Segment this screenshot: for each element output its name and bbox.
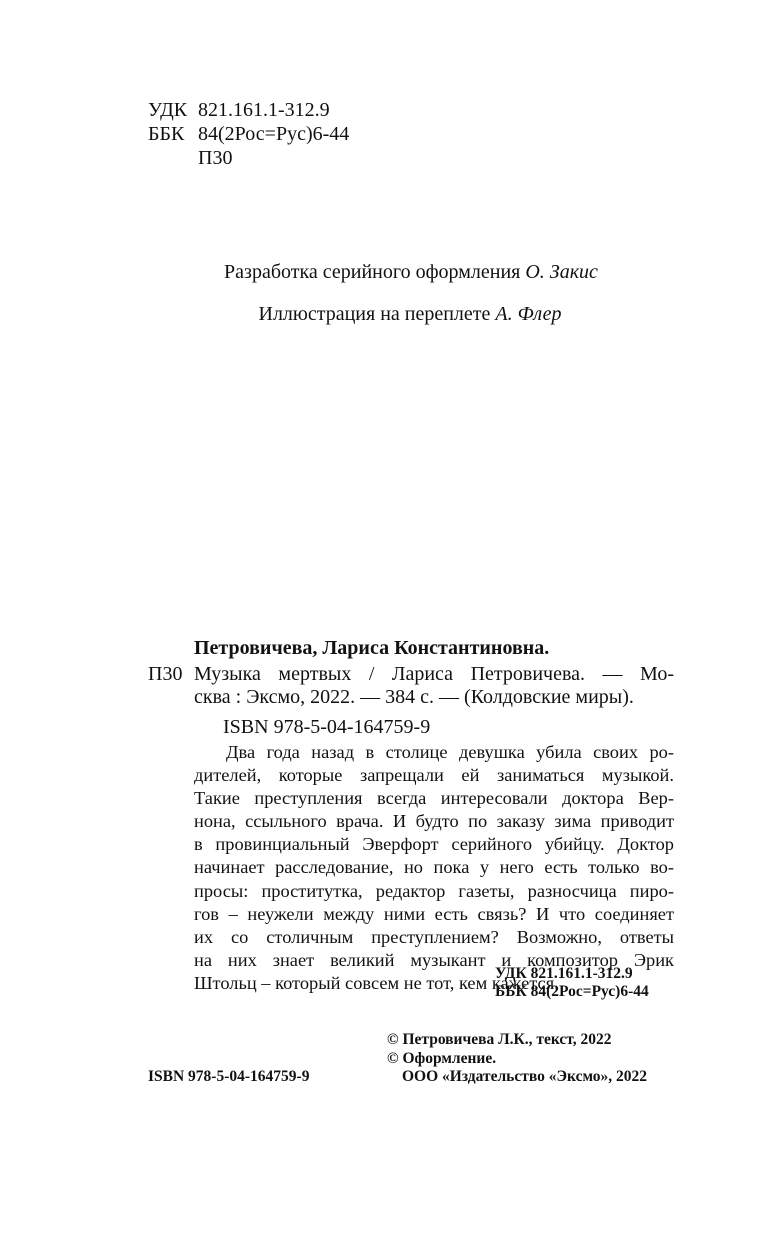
copyright-publisher: ООО «Издательство «Эксмо», 2022 <box>402 1068 648 1085</box>
bbk-value: 84(2Рос=Рус)6-44 <box>198 123 350 145</box>
annotation-line: в провинциальный Эверфорт серийного убийцу. Доктор <box>194 834 674 855</box>
author-sign-row <box>148 146 349 170</box>
bbk-label: ББК <box>148 123 185 145</box>
entry-author: Петровичева, Лариса Константиновна. <box>194 637 550 659</box>
copyright-design: © Оформление. <box>387 1049 497 1067</box>
annotation-line: дителей, которые запрещали ей заниматься музыкой. <box>194 765 674 786</box>
annotation-line: на них знает великий музыкант и композитор Эрик <box>194 949 674 970</box>
design-credit-prefix: Разработка серийного оформления <box>224 261 521 283</box>
annotation-line: просы: проститутка, редактор газеты, разносчица пиро- <box>194 880 674 901</box>
illustration-credit <box>26 303 768 326</box>
author-sign: П30 <box>198 147 233 169</box>
bbk-row <box>148 122 349 146</box>
udk-row <box>148 98 349 122</box>
illustration-credit-prefix: Иллюстрация на переплете <box>258 303 491 325</box>
entry-isbn: ISBN 978-5-04-164759-9 <box>223 716 431 738</box>
copyright-text: © Петровичева Л.К., текст, 2022 <box>387 1031 612 1048</box>
design-credit <box>27 261 768 284</box>
classification-block <box>148 98 349 170</box>
illustration-credit-name: А. Флер <box>495 303 562 325</box>
annotation-line: Штольц – который совсем не тот, кем кажется. <box>194 972 559 993</box>
design-credit-name: О. Закис <box>525 261 598 283</box>
classification-codes-small <box>495 965 649 1001</box>
annotation <box>194 741 674 995</box>
annotation-line: начинает расследование, но пока у него есть только во- <box>194 857 674 878</box>
annotation-line: Такие преступления всегда интересовали доктора Вер- <box>194 788 674 809</box>
copyright-block <box>387 1031 647 1087</box>
udk-value: 821.161.1-312.9 <box>198 99 330 121</box>
annotation-line: гов – неужели между ними есть связь? И что соединяет <box>194 903 674 924</box>
udk-code-small: УДК 821.161.1-312.9 <box>495 965 633 982</box>
udk-label: УДК <box>148 99 188 121</box>
entry-title-line-1: Музыка мертвых / Лариса Петровичева. — Мо- <box>194 663 674 685</box>
annotation-line: Два года назад в столице девушка убила своих ро- <box>226 742 674 762</box>
entry-author-sign: П30 <box>148 663 183 685</box>
entry-title-line-2: сква : Эксмо, 2022. — 384 с. — (Колдовские миры). <box>194 686 634 708</box>
isbn-bottom: ISBN 978-5-04-164759-9 <box>148 1068 310 1085</box>
annotation-line: нона, ссыльного врача. И будто по заказу зима приводит <box>194 811 674 832</box>
annotation-line: их со столичным преступлением? Возможно, ответы <box>194 926 674 947</box>
bbk-code-small: ББК 84(2Рос=Рус)6-44 <box>495 983 649 1000</box>
